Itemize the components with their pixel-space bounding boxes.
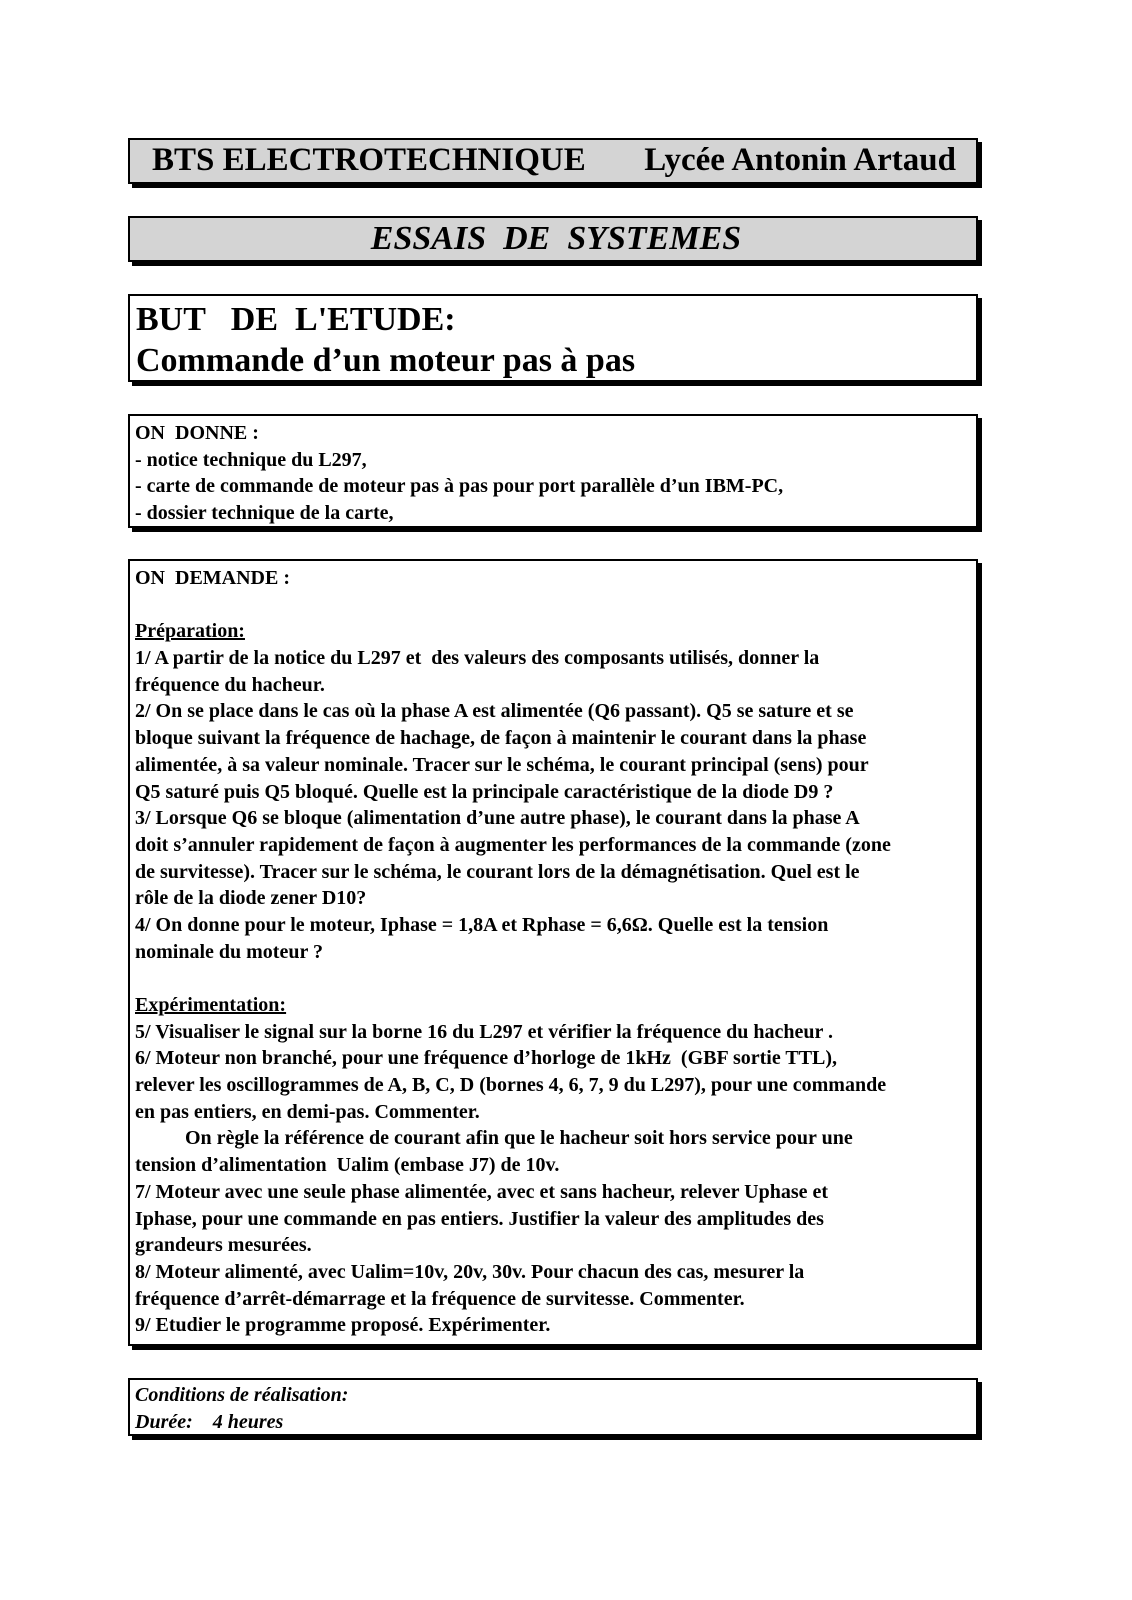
course-title: BTS ELECTROTECHNIQUE: [152, 142, 586, 178]
goal-subject: Commande d’un moteur pas à pas: [136, 342, 636, 379]
blank-line: [135, 592, 976, 619]
experimentation-line: On règle la référence de courant afin que le hacheur soit hors service pour une: [135, 1127, 853, 1150]
experimentation-line: Iphase, pour une commande en pas entiers. Justifier la valeur des amplitudes des: [135, 1207, 824, 1230]
experimentation-line: tension d’alimentation Ualim (embase J7) de 10v.: [135, 1154, 560, 1177]
experimentation-line: 6/ Moteur non branché, pour une fréquence d’horloge de 1kHz (GBF sortie TTL),: [135, 1047, 838, 1070]
given-heading: ON DONNE :: [135, 422, 259, 444]
preparation-line: nominale du moteur ?: [135, 940, 323, 963]
experimentation-line: en pas entiers, en demi-pas. Commenter.: [135, 1100, 480, 1123]
experimentation-line: 9/ Etudier le programme proposé. Expérimenter.: [135, 1314, 551, 1337]
given-item: - notice technique du L297,: [135, 448, 367, 471]
experimentation-line: fréquence d’arrêt-démarrage et la fréquence de survitesse. Commenter.: [135, 1287, 745, 1310]
experimentation-line: 5/ Visualiser le signal sur la borne 16 du L297 et vérifier la fréquence du hacheur .: [135, 1020, 833, 1043]
blank-line: [135, 965, 976, 992]
document-title: ESSAIS DE SYSTEMES: [370, 220, 742, 257]
experimentation-line: relever les oscillogrammes de A, B, C, D (bornes 4, 6, 7, 9 du L297), pour une commande: [135, 1074, 887, 1097]
experimentation-line: grandeurs mesurées.: [135, 1234, 312, 1257]
experimentation-line: 8/ Moteur alimenté, avec Ualim=10v, 20v, 30v. Pour chacun des cas, mesurer la: [135, 1260, 805, 1283]
given-item: - dossier technique de la carte,: [135, 501, 394, 524]
experimentation-heading: Expérimentation:: [135, 994, 287, 1016]
preparation-line: alimentée, à sa valeur nominale. Tracer sur le schéma, le courant principal (sens) pour: [135, 753, 869, 776]
preparation-line: fréquence du hacheur.: [135, 673, 325, 696]
goal-heading: BUT DE L'ETUDE:: [136, 301, 456, 338]
preparation-heading: Préparation:: [135, 620, 245, 643]
preparation-line: 4/ On donne pour le moteur, Iphase = 1,8A et Rphase = 6,6Ω. Quelle est la tension: [135, 913, 829, 936]
given-item: - carte de commande de moteur pas à pas pour port parallèle d’un IBM-PC,: [135, 475, 784, 497]
preparation-line: 3/ Lorsque Q6 se bloque (alimentation d’une autre phase), le courant dans la phase A: [135, 807, 860, 830]
preparation-line: 1/ A partir de la notice du L297 et des valeurs des composants utilisés, donner la: [135, 647, 820, 670]
duration-line: Durée: 4 heures: [135, 1410, 284, 1433]
preparation-line: bloque suivant la fréquence de hachage, de façon à maintenir le courant dans la phase: [135, 727, 867, 750]
ask-heading: ON DEMANDE :: [135, 567, 290, 589]
given-section: [128, 414, 978, 528]
preparation-line: Q5 saturé puis Q5 bloqué. Quelle est la principale caractéristique de la diode D9 ?: [135, 780, 834, 803]
title-banner: [128, 216, 978, 262]
conditions-section: [128, 1378, 978, 1436]
preparation-line: de survitesse). Tracer sur le schéma, le courant lors de la démagnétisation. Quel est le: [135, 860, 860, 883]
preparation-line: rôle de la diode zener D10?: [135, 887, 367, 910]
preparation-line: 2/ On se place dans le cas où la phase A est alimentée (Q6 passant). Q5 se sature et se: [135, 700, 854, 723]
ask-section: [128, 559, 978, 1346]
goal-section: [128, 294, 978, 382]
conditions-heading: Conditions de réalisation:: [135, 1384, 349, 1406]
school-name: Lycée Antonin Artaud: [644, 142, 956, 178]
header-banner: [128, 138, 978, 184]
preparation-line: doit s’annuler rapidement de façon à augmenter les performances de la commande (zone: [135, 833, 891, 856]
experimentation-line: 7/ Moteur avec une seule phase alimentée, avec et sans hacheur, relever Uphase et: [135, 1180, 829, 1203]
